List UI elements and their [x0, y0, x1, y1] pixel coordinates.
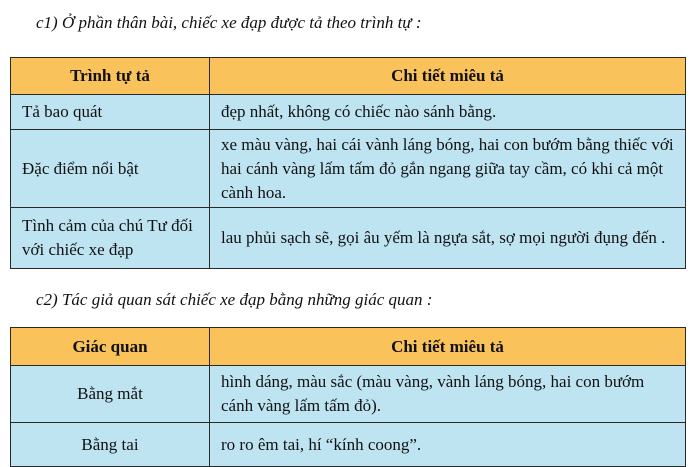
- order-cell: Tình cảm của chú Tư đối với chiếc xe đạp: [11, 208, 210, 269]
- sense-cell: Bằng mắt: [11, 366, 210, 423]
- order-cell: Tả bao quát: [11, 95, 210, 130]
- description-order-table: [10, 57, 686, 269]
- table-header-row: [11, 328, 686, 366]
- detail-cell: xe màu vàng, hai cái vành láng bóng, hai con bướm bằng thiếc với hai cánh vàng lấm tấm đỏ gắn ngang giữa tay cầm, có khi cả một cành hoa.: [210, 130, 686, 208]
- sense-cell: Bằng tai: [11, 423, 210, 467]
- detail-cell: lau phủi sạch sẽ, gọi âu yếm là ngựa sắt, sợ mọi người đụng đến .: [210, 208, 686, 269]
- section1-caption: c1) Ở phần thân bài, chiếc xe đạp được tả theo trình tự :: [36, 13, 422, 32]
- header-detail: Chi tiết miêu tả: [210, 328, 686, 366]
- header-sense: Giác quan: [11, 328, 210, 366]
- header-order: Trình tự tả: [11, 58, 210, 95]
- table-row: [11, 130, 686, 208]
- table-row: [11, 423, 686, 467]
- senses-table: [10, 327, 686, 467]
- table-row: [11, 95, 686, 130]
- section2-caption: c2) Tác giả quan sát chiếc xe đạp bằng những giác quan :: [36, 290, 433, 309]
- detail-cell: đẹp nhất, không có chiếc nào sánh bằng.: [210, 95, 686, 130]
- detail-cell: ro ro êm tai, hí “kính coong”.: [210, 423, 686, 467]
- order-cell: Đặc điểm nổi bật: [11, 130, 210, 208]
- detail-cell: hình dáng, màu sắc (màu vàng, vành láng bóng, hai con bướm cánh vàng lấm tấm đỏ).: [210, 366, 686, 423]
- table-row: [11, 208, 686, 269]
- header-detail: Chi tiết miêu tả: [210, 58, 686, 95]
- table-row: [11, 366, 686, 423]
- table-header-row: [11, 58, 686, 95]
